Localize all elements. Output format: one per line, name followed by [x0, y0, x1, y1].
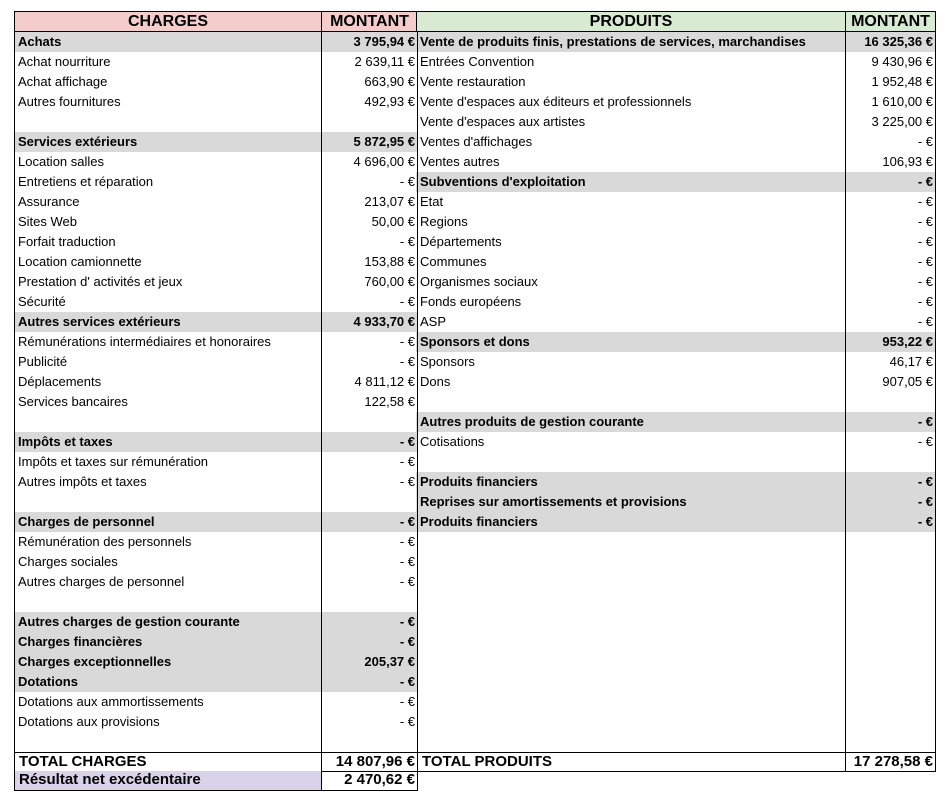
produits-row	[416, 212, 936, 232]
middle-divider	[417, 31, 418, 753]
total-produits-amount: 17 278,58 €	[853, 753, 933, 770]
charges-row	[14, 612, 418, 632]
charges-row	[14, 232, 418, 252]
charges-row	[14, 112, 418, 132]
produits-row-label: Produits financiers	[416, 512, 845, 532]
charges-row-amount: 4 933,70 €	[321, 312, 417, 332]
charges-row-amount: 5 872,95 €	[321, 132, 417, 152]
charges-row-amount: - €	[399, 534, 415, 549]
charges-row	[14, 372, 418, 392]
charges-row-label: Services bancaires	[18, 394, 128, 409]
charges-row-label: Impôts et taxes sur rémunération	[18, 454, 209, 469]
total-charges-row	[14, 752, 418, 772]
charges-row-label: Rémunération des personnels	[18, 534, 192, 549]
charges-row-label: Publicité	[18, 354, 68, 369]
produits-row	[416, 352, 936, 372]
produits-row-amount: - €	[845, 172, 935, 192]
produits-row-label	[416, 392, 845, 412]
produits-row-amount: - €	[917, 254, 933, 269]
produits-row-label: Entrées Convention	[420, 54, 535, 69]
charges-row-amount: - €	[399, 694, 415, 709]
produits-row-label: Dons	[420, 374, 451, 389]
produits-row	[416, 172, 936, 192]
charges-row	[14, 152, 418, 172]
produits-row-label: Vente d'espaces aux artistes	[420, 114, 586, 129]
charges-header-label: CHARGES	[15, 12, 322, 31]
charges-row	[14, 692, 418, 712]
charges-row	[14, 292, 418, 312]
charges-header	[14, 11, 418, 32]
produits-row-label: Fonds européens	[420, 294, 522, 309]
charges-row	[14, 132, 418, 152]
charges-row	[14, 652, 418, 672]
result-amount: 2 470,62 €	[344, 771, 415, 788]
charges-row-amount: - €	[399, 454, 415, 469]
charges-row-label: Autres charges de gestion courante	[14, 612, 321, 632]
produits-row	[416, 152, 936, 172]
charges-row	[14, 172, 418, 192]
produits-row-amount: - €	[845, 492, 935, 512]
produits-row-label: Départements	[420, 234, 502, 249]
produits-row-label: Reprises sur amortissements et provisions	[416, 492, 845, 512]
produits-row-amount: 3 225,00 €	[871, 114, 933, 129]
produits-row-amount	[845, 452, 935, 472]
charges-row-amount: - €	[399, 354, 415, 369]
charges-row-label: Autres charges de personnel	[18, 574, 185, 589]
produits-row	[416, 312, 936, 332]
produits-row	[416, 132, 936, 152]
charges-row-label: Entretiens et réparation	[18, 174, 154, 189]
charges-row-amount: 3 795,94 €	[321, 32, 417, 52]
charges-row-amount: 492,93 €	[364, 94, 415, 109]
produits-header-label: PRODUITS	[417, 12, 846, 31]
produits-row-amount: - €	[845, 472, 935, 492]
charges-row-amount: - €	[399, 174, 415, 189]
charges-row-amount: - €	[399, 234, 415, 249]
produits-row	[416, 32, 936, 52]
charges-row-label: Location salles	[18, 154, 104, 169]
produits-row	[416, 292, 936, 312]
produits-row	[416, 492, 936, 512]
produits-row-amount: 106,93 €	[882, 154, 933, 169]
charges-row	[14, 432, 418, 452]
produits-row-amount: 1 952,48 €	[871, 74, 933, 89]
charges-row-amount: - €	[321, 512, 417, 532]
produits-row-amount: 46,17 €	[889, 354, 933, 369]
charges-row	[14, 492, 418, 512]
produits-row-label: Ventes d'affichages	[420, 134, 533, 149]
charges-row	[14, 472, 418, 492]
produits-row-label: Organismes sociaux	[420, 274, 538, 289]
produits-row	[416, 72, 936, 92]
charges-row	[14, 272, 418, 292]
produits-row	[416, 432, 936, 452]
produits-row-label: Etat	[420, 194, 444, 209]
produits-row	[416, 372, 936, 392]
charges-row-amount: - €	[399, 294, 415, 309]
produits-row-label: Sponsors	[420, 354, 475, 369]
charges-row-amount	[321, 412, 417, 432]
charges-row-amount: - €	[399, 554, 415, 569]
charges-row-amount: 4 811,12 €	[354, 374, 415, 389]
charges-row-label: Forfait traduction	[18, 234, 116, 249]
charges-column	[14, 11, 418, 732]
produits-row-label: Vente restauration	[420, 74, 526, 89]
produits-row-amount: - €	[917, 234, 933, 249]
result-label: Résultat net excédentaire	[15, 771, 322, 790]
produits-row-amount: 16 325,36 €	[845, 32, 935, 52]
produits-rows	[416, 32, 936, 532]
total-produits-row	[417, 752, 936, 772]
charges-row-amount: - €	[399, 714, 415, 729]
produits-row-amount: - €	[917, 134, 933, 149]
produits-row-label: Communes	[420, 254, 487, 269]
produits-row-amount: 953,22 €	[845, 332, 935, 352]
charges-row	[14, 352, 418, 372]
charges-row-label: Rémunérations intermédiaires et honoraires	[18, 334, 271, 349]
charges-row-label: Dotations	[14, 672, 321, 692]
produits-column	[416, 11, 936, 532]
charges-row-amount: 50,00 €	[371, 214, 415, 229]
charges-amount-divider	[321, 31, 322, 753]
produits-row	[416, 412, 936, 432]
charges-row-amount: 213,07 €	[364, 194, 415, 209]
charges-row-label: Autres fournitures	[18, 94, 121, 109]
charges-row-label: Impôts et taxes	[14, 432, 321, 452]
charges-row-amount	[321, 592, 417, 612]
charges-row-label: Charges exceptionnelles	[14, 652, 321, 672]
produits-row-amount: - €	[845, 412, 935, 432]
produits-row	[416, 252, 936, 272]
charges-rows	[14, 32, 418, 732]
produits-row	[416, 332, 936, 352]
charges-row	[14, 92, 418, 112]
total-charges-amount: 14 807,96 €	[335, 753, 415, 770]
right-outer-border	[935, 31, 936, 753]
charges-row	[14, 32, 418, 52]
produits-row-label: Cotisations	[420, 434, 485, 449]
charges-row-amount: 153,88 €	[364, 254, 415, 269]
left-outer-border	[14, 31, 15, 753]
charges-row	[14, 592, 418, 612]
charges-row-amount: 4 696,00 €	[353, 154, 415, 169]
charges-row-amount: 122,58 €	[364, 394, 415, 409]
charges-row-label: Déplacements	[18, 374, 102, 389]
charges-row-label: Assurance	[18, 194, 80, 209]
produits-row-label: Subventions d'exploitation	[416, 172, 845, 192]
produits-row-amount: - €	[917, 314, 933, 329]
charges-row-label: Charges sociales	[18, 554, 118, 569]
charges-row-label: Autres impôts et taxes	[18, 474, 147, 489]
charges-row-amount: 663,90 €	[364, 74, 415, 89]
produits-row-amount	[845, 392, 935, 412]
produits-row	[416, 52, 936, 72]
produits-row	[416, 192, 936, 212]
charges-row	[14, 532, 418, 552]
produits-row-label: Produits financiers	[416, 472, 845, 492]
charges-row	[14, 332, 418, 352]
produits-row-label	[416, 452, 845, 472]
charges-row-label: Dotations aux ammortissements	[18, 694, 204, 709]
charges-row-amount: 205,37 €	[321, 652, 417, 672]
produits-row-amount: - €	[917, 294, 933, 309]
produits-row-label: ASP	[420, 314, 447, 329]
produits-row	[416, 112, 936, 132]
charges-row	[14, 672, 418, 692]
produits-row	[416, 472, 936, 492]
charges-row-amount: - €	[321, 672, 417, 692]
charges-row-amount: 760,00 €	[364, 274, 415, 289]
charges-row	[14, 712, 418, 732]
produits-row-label: Ventes autres	[420, 154, 500, 169]
charges-row	[14, 72, 418, 92]
charges-row-label: Prestation d' activités et jeux	[18, 274, 183, 289]
produits-amount-divider	[845, 31, 846, 753]
charges-row-amount: - €	[321, 612, 417, 632]
charges-row-label: Sites Web	[18, 214, 78, 229]
produits-row-amount: 9 430,96 €	[871, 54, 933, 69]
charges-row	[14, 192, 418, 212]
charges-row-label	[14, 412, 321, 432]
produits-row-label: Regions	[420, 214, 468, 229]
charges-row	[14, 632, 418, 652]
produits-row	[416, 232, 936, 252]
charges-row	[14, 572, 418, 592]
charges-row-label: Services extérieurs	[14, 132, 321, 152]
charges-row-amount	[321, 492, 417, 512]
produits-row	[416, 512, 936, 532]
produits-row	[416, 272, 936, 292]
charges-row	[14, 552, 418, 572]
charges-row-label: Charges financières	[14, 632, 321, 652]
charges-row-label	[14, 592, 321, 612]
produits-row	[416, 92, 936, 112]
charges-row-label: Dotations aux provisions	[18, 714, 160, 729]
charges-row-amount: - €	[399, 334, 415, 349]
charges-row	[14, 252, 418, 272]
charges-row	[14, 452, 418, 472]
charges-row-label: Achats	[14, 32, 321, 52]
charges-row	[14, 392, 418, 412]
charges-row-label: Sécurité	[18, 294, 66, 309]
produits-row-amount: 1 610,00 €	[871, 94, 933, 109]
charges-row-label: Achat affichage	[18, 74, 108, 89]
charges-row-label	[14, 112, 321, 132]
produits-row-amount: 907,05 €	[882, 374, 933, 389]
charges-row-amount: 2 639,11 €	[354, 54, 415, 69]
charges-row	[14, 412, 418, 432]
produits-row-label: Sponsors et dons	[416, 332, 845, 352]
produits-row-amount: - €	[917, 214, 933, 229]
charges-header-amount: MONTANT	[322, 12, 417, 31]
result-row	[14, 771, 418, 791]
charges-row-amount	[321, 112, 417, 132]
charges-row	[14, 52, 418, 72]
produits-row-label: Vente d'espaces aux éditeurs et professionnels	[420, 94, 692, 109]
produits-row	[416, 452, 936, 472]
produits-header	[416, 11, 936, 32]
produits-header-amount: MONTANT	[846, 12, 935, 31]
charges-row	[14, 512, 418, 532]
charges-row-label	[14, 492, 321, 512]
charges-row-label: Autres services extérieurs	[14, 312, 321, 332]
produits-row-label: Vente de produits finis, prestations de services, marchandises	[416, 32, 845, 52]
produits-row-amount: - €	[845, 512, 935, 532]
produits-row-label: Autres produits de gestion courante	[416, 412, 845, 432]
produits-row-amount: - €	[917, 194, 933, 209]
produits-row	[416, 392, 936, 412]
charges-row-amount: - €	[399, 474, 415, 489]
charges-row	[14, 312, 418, 332]
total-charges-label: TOTAL CHARGES	[15, 753, 322, 771]
charges-row-amount: - €	[399, 574, 415, 589]
charges-row	[14, 212, 418, 232]
total-produits-label: TOTAL PRODUITS	[418, 753, 846, 771]
produits-row-amount: - €	[917, 434, 933, 449]
charges-row-label: Location camionnette	[18, 254, 142, 269]
charges-row-amount: - €	[321, 432, 417, 452]
charges-row-amount: - €	[321, 632, 417, 652]
produits-row-amount: - €	[917, 274, 933, 289]
charges-row-label: Achat nourriture	[18, 54, 111, 69]
charges-row-label: Charges de personnel	[14, 512, 321, 532]
